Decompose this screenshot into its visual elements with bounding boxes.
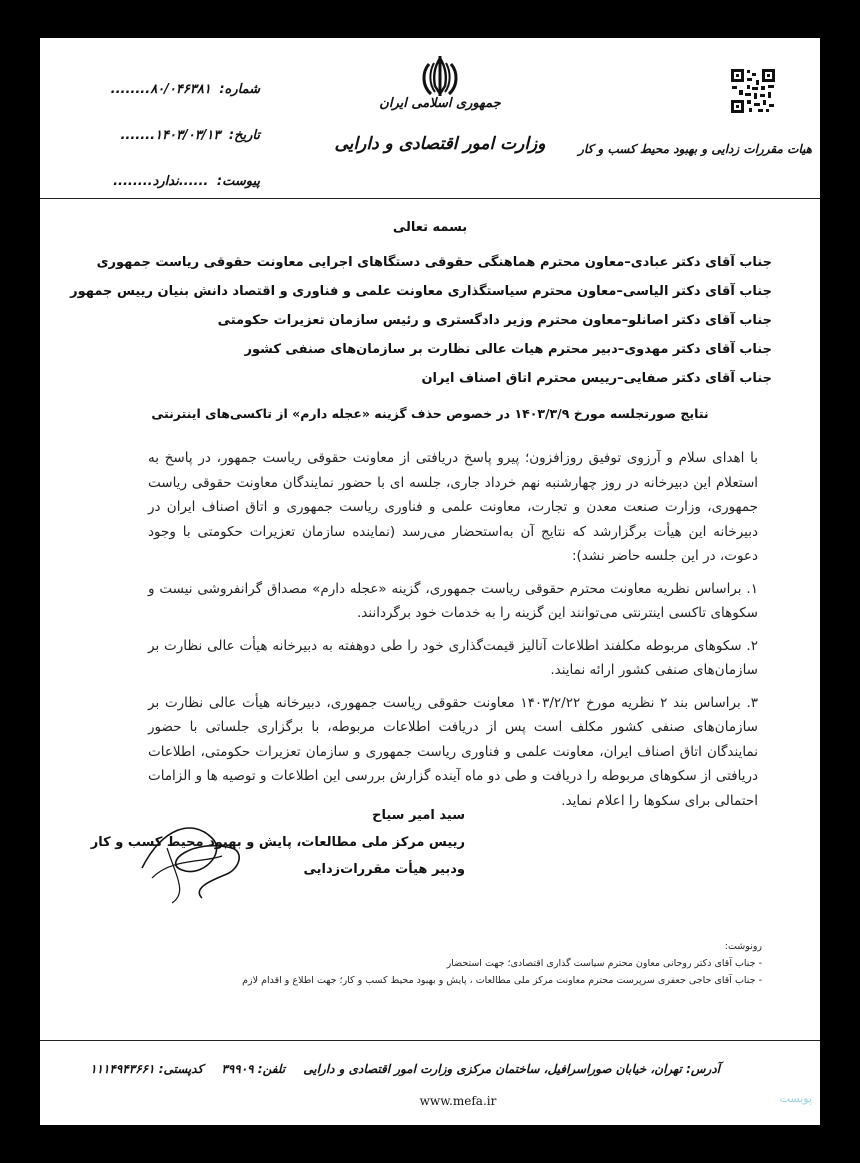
handwritten-signature-icon <box>132 808 252 908</box>
date-value: ۱۴۰۳/۰۳/۱۳....... <box>120 128 221 143</box>
body-paragraph: ۲. سکوهای مربوطه مکلفند اطلاعات آنالیز قیمت‌گذاری خود را طی دوهفته به دبیرخانه هیأت عالی نظارت بر سازمان‌های صنفی کشور ارائه نمایند. <box>148 637 758 678</box>
body-paragraph: ۳. براساس بند ۲ نظریه مورخ ۱۴۰۳/۲/۲۲ معاونت حقوقی ریاست جمهوری، دبیرخانه هیأت عالی نظارت بر سازمان‌های صنفی کشور مکلف است پس از دریافت اطلاعات مربوطه، با برگزاری جلساتی با حضور نمایندگان اتاق اصناف ایران، معاونت علمی و فناوری ریاست جمهوری و سازمان تعزیرات حکومتی، اطلاعات دریافتی از سکوهای مربوطه را دریافت و طی دو ماه آینده گزارش بررسی این اطلاعات و توصیه ها و الزامات احتمالی برای سکوها را اعلام نماید. <box>148 694 758 809</box>
letter-number <box>60 82 260 97</box>
footer-divider <box>40 1040 820 1041</box>
website-link[interactable]: www.mefa.ir <box>419 1094 497 1108</box>
ministry-title: وزارت امور اقتصادی و دارایی <box>334 134 546 154</box>
number-label: شماره: <box>219 82 260 97</box>
addressee-list <box>70 248 772 393</box>
addressee-item: جناب آقای دکتر عبادی–معاون محترم هماهنگی حقوقی دستگاهای اجرایی معاونت حقوقی ریاست جمهوری <box>96 255 772 270</box>
addressee-item: جناب آقای دکتر صفایی–رییس محترم اتاق اصناف ایران <box>421 371 772 386</box>
iran-emblem-icon <box>415 54 465 100</box>
qr-code-icon <box>730 68 776 114</box>
letter-page <box>40 38 820 1125</box>
cc-item: - جناب آقای دکتر روحانی معاون محترم سیاست گذاری اقتصادی؛ جهت استحضار <box>446 958 762 969</box>
footer-contact <box>90 1062 720 1076</box>
footer-address: آدرس: تهران، خیابان صوراسرافیل، ساختمان مرکزی وزارت امور اقتصادی و دارایی <box>303 1062 720 1076</box>
bismillah: بسمه تعالی <box>392 220 468 235</box>
board-label: هیات مقررات زدایی و بهبود محیط کسب و کار <box>578 142 812 156</box>
addressee-item: جناب آقای دکتر اصانلو–معاون محترم وزیر دادگستری و رئیس سازمان تعزیرات حکومتی <box>217 313 772 328</box>
attachment-value: ......ندارد........ <box>113 174 209 189</box>
addressee-item: جناب آقای دکتر مهدوی–دبیر محترم هیات عالی نظارت بر سازمان‌های صنفی کشور <box>244 342 772 357</box>
addressee-item: جناب آقای دکتر الیاسی–معاون محترم سیاستگذاری معاونت علمی و فناوری و اقتصاد دانش بنیان رییس جمهور <box>70 284 772 299</box>
header-divider <box>40 198 820 199</box>
letter-subject: نتایج صورتجلسه مورخ ۱۴۰۳/۳/۹ در خصوص حذف گزینه «عجله دارم» از تاکسی‌های اینترنتی <box>151 406 709 421</box>
date-label: تاریخ: <box>228 128 260 143</box>
body-paragraph: با اهدای سلام و آرزوی توفیق روزافزون؛ پیرو پاسخ دریافتی از معاونت حقوقی ریاست جمهور، در پاسخ به استعلام این دبیرخانه در روز چهارشنبه نهم خرداد جاری، جلسه ای با حضور نمایندگان معاونت حقوقی ریاست جمهوری، وزارت صنعت معدن و تجارت، معاونت علمی و فناوری ریاست جمهوری و اتاق اصناف ایران در دبیرخانه این هیأت برگزارشد که نتایج آن به‌استحضار می‌رسد (نماینده سازمان تعزیرات حکومتی با وجود دعوت، در این جلسه حاضر نشد): <box>148 450 758 564</box>
body-paragraph: ۱. براساس نظریه معاونت محترم حقوقی ریاست جمهوری، گزینه «عجله دارم» مصداق گرانفروشی نیست و سکوهای تاکسی اینترنتی می‌توانند این گزینه را به خدمات خود برگردانند. <box>148 580 758 621</box>
cc-heading: رونوشت: <box>724 941 762 952</box>
footer-postal-code: کدپستی: ۱۱۱۴۹۴۳۶۶۱ <box>90 1062 204 1076</box>
number-value: ۸۰/۰۴۶۳۸۱........ <box>110 82 211 97</box>
letter-date <box>60 128 260 143</box>
letter-attachment <box>60 174 260 189</box>
footer-phone: تلفن: ۳۹۹۰۹ <box>221 1062 286 1076</box>
watermark: پویست <box>779 1092 812 1105</box>
republic-title: جمهوری اسلامی ایران <box>379 96 501 111</box>
cc-section <box>122 938 762 989</box>
signer-title: رییس مرکز ملی مطالعات، پایش و بهبود محیط کسب و کار <box>90 835 465 850</box>
signer-name: سید امیر سیاح <box>372 808 465 823</box>
cc-item: - جناب آقای حاجی جعفری سرپرست محترم معاونت مرکز ملی مطالعات ، پایش و بهبود محیط کسب و کار؛ جهت اطلاع و اقدام لازم <box>242 975 762 986</box>
attachment-label: پیوست: <box>216 174 260 189</box>
letter-body <box>148 446 758 821</box>
signer-title-secondary: ودبیر هیأت مقررات‌زدایی <box>303 862 465 877</box>
